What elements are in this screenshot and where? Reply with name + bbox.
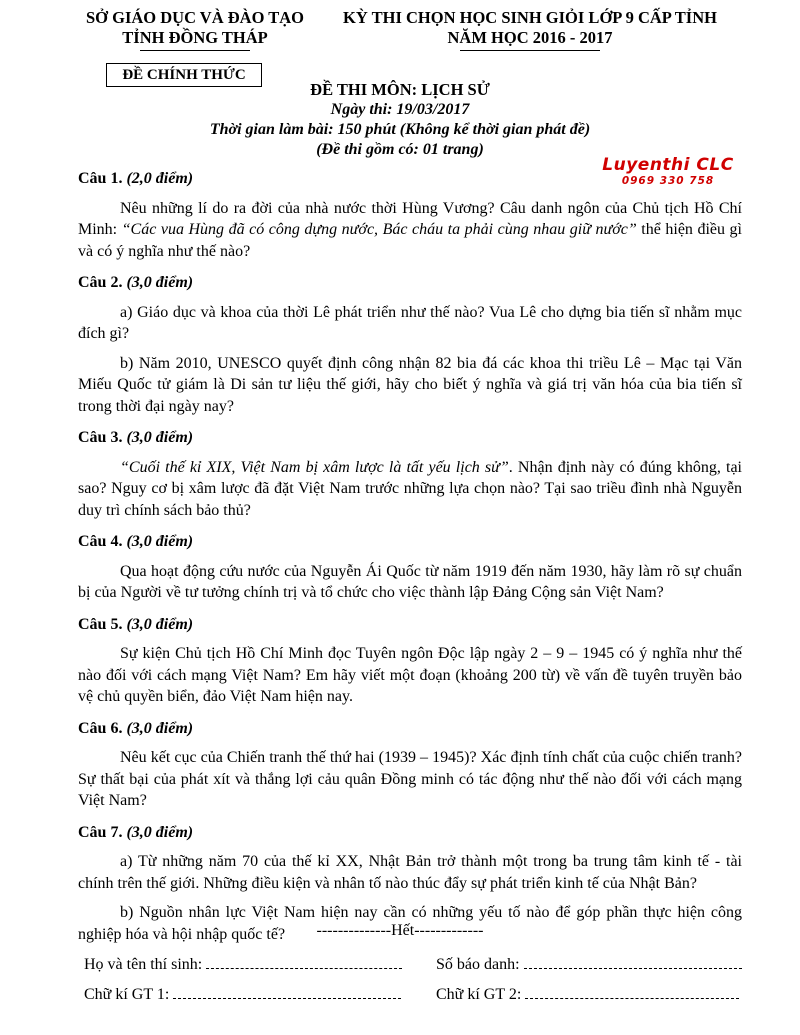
question-label: Câu 1.: [78, 170, 123, 187]
official-badge: ĐỀ CHÍNH THỨC: [106, 63, 262, 87]
exam-title-block: [130, 80, 670, 160]
question-heading: [78, 718, 742, 740]
question-heading: [78, 427, 742, 449]
candidate-number-label: Số báo danh:: [436, 956, 520, 973]
exam-date: Ngày thi: 19/03/2017: [330, 101, 470, 118]
question-4: [78, 531, 742, 604]
question-text: Nêu kết cục của Chiến tranh thế thứ hai (1939 – 1945)? Xác định tính chất của cuộc chiến tranh? Sự thất bại của phát xít và thắng lợi cảu quân Đồng minh có tác động như thế nào đối với cách mạng Việt Nam?: [78, 749, 742, 809]
question-heading: [78, 531, 742, 553]
question-5: [78, 614, 742, 708]
watermark-name: Luyenthi CLC: [602, 155, 734, 175]
questions: [78, 168, 742, 955]
department-heading: [70, 8, 320, 51]
proctor-2-row: [436, 984, 739, 1005]
question-quote: “Các vua Hùng đã có công dựng nước, Bác cháu ta phải cùng nhau giữ nước”: [121, 221, 637, 238]
question-quote: “Cuối thế kỉ XIX, Việt Nam bị xâm lược là tất yếu lịch sử”: [120, 458, 509, 476]
question-heading: [78, 822, 742, 844]
question-points: (3,0 điểm): [126, 823, 194, 841]
question-part-a: a) Giáo dục và khoa của thời Lê phát triển như thế nào? Vua Lê cho dựng bia tiến sĩ nhằm mục đích gì?: [78, 303, 742, 342]
watermark-phone: 0969 330 758: [621, 175, 715, 187]
end-marker: --------------Hết-------------: [316, 922, 484, 939]
proctor-1-label: Chữ kí GT 1:: [84, 986, 170, 1003]
department-underline: [140, 50, 250, 51]
header: [0, 8, 800, 68]
candidate-number-field[interactable]: [524, 954, 742, 969]
question-text: [78, 198, 742, 263]
question-points: (2,0 điểm): [126, 170, 194, 187]
exam-subject: ĐỀ THI MÔN: LỊCH SỬ: [310, 80, 490, 99]
exam-name: KỲ THI CHỌN HỌC SINH GIỎI LỚP 9 CẤP TỈNH: [343, 8, 717, 27]
proctor-2-signature-field[interactable]: [525, 984, 739, 999]
proctor-1-row: [84, 984, 401, 1005]
question-points: (3,0 điểm): [126, 615, 194, 633]
candidate-number-row: [436, 954, 742, 975]
question-text-part: thể hiện điều gì và có ý nghĩa như thế nào?: [78, 221, 742, 260]
question-label: Câu 6.: [78, 719, 123, 737]
question-text: [78, 457, 742, 522]
question-text: Sự kiện Chủ tịch Hồ Chí Minh đọc Tuyên ngôn Độc lập ngày 2 – 9 – 1945 có ý nghĩa như thế nào đối với cách mạng Việt Nam? Em hãy viết một đoạn (khoảng 200 từ) về vấn đề tuyên truyền bảo vệ chủ quyền biển, đảo Việt Nam hiện nay.: [78, 645, 742, 705]
question-part-b: b) Nguồn nhân lực Việt Nam hiện nay cần có những yếu tố nào để góp phần thực hiện công nghiệp hóa và hội nhập quốc tế?: [78, 904, 742, 943]
proctor-1-signature-field[interactable]: [173, 984, 401, 999]
province-name: TỈNH ĐỒNG THÁP: [122, 28, 268, 47]
question-label: Câu 3.: [78, 429, 123, 446]
question-points: (3,0 điểm): [126, 533, 194, 550]
question-heading: [78, 614, 742, 636]
proctor-2-label: Chữ kí GT 2:: [436, 986, 522, 1003]
question-heading: [78, 168, 742, 190]
exam-duration: Thời gian làm bài: 150 phút (Không kể thời gian phát đề): [209, 121, 591, 138]
question-label: Câu 4.: [78, 533, 123, 550]
candidate-name-field[interactable]: [206, 954, 402, 969]
school-year: NĂM HỌC 2016 - 2017: [447, 28, 613, 47]
question-heading: [78, 272, 742, 294]
question-label: Câu 2.: [78, 274, 123, 291]
question-text: Qua hoạt động cứu nước của Nguyễn Ái Quốc từ năm 1919 đến năm 1930, hãy làm rõ sự chuẩn bị của Người về tư tưởng chính trị và tổ chức cho việc thành lập Đảng Cộng sản Việt Nam?: [78, 562, 742, 601]
question-2: [78, 272, 742, 417]
question-points: (3,0 điểm): [126, 274, 194, 291]
question-3: [78, 427, 742, 521]
exam-heading: [330, 8, 730, 51]
exam-underline: [460, 50, 600, 51]
candidate-name-row: [84, 954, 402, 975]
question-points: (3,0 điểm): [126, 719, 194, 737]
question-part-a: a) Từ những năm 70 của thế kỉ XX, Nhật Bản trở thành một trong ba trung tâm kinh tế - tài chính trên thế giới. Những điều kiện và nhân tố nào thúc đẩy sự phát triển kinh tế của Nhật Bản?: [78, 853, 742, 892]
candidate-name-label: Họ và tên thí sinh:: [84, 956, 203, 973]
question-text-part: Nêu những lí do ra đời của nhà nước thời Hùng Vương? Câu danh ngôn của Chủ tịch Hồ Chí Minh:: [78, 199, 742, 238]
exam-page-count: (Đề thi gồm có: 01 trang): [316, 141, 484, 158]
question-part-b: b) Năm 2010, UNESCO quyết định công nhận 82 bia đá các khoa thi triều Lê – Mạc tại Văn Miếu Quốc tử giám là Di sản tư liệu thế giới, hãy cho biết ý nghĩa và giá trị văn hóa của bia tiến sĩ trong thời đại ngày nay?: [78, 354, 742, 415]
question-1: [78, 168, 742, 262]
question-text-part: . Nhận định này có đúng không, tại sao? Nguy cơ bị xâm lược đã đặt Việt Nam trước những lựa chọn nào? Tại sao triều đình nhà Nguyễn duy trì chính sách bảo thủ?: [78, 458, 743, 519]
question-label: Câu 5.: [78, 615, 123, 633]
question-6: [78, 718, 742, 812]
question-label: Câu 7.: [78, 823, 123, 841]
question-points: (3,0 điểm): [126, 429, 194, 446]
department-name: SỞ GIÁO DỤC VÀ ĐÀO TẠO: [85, 8, 305, 27]
